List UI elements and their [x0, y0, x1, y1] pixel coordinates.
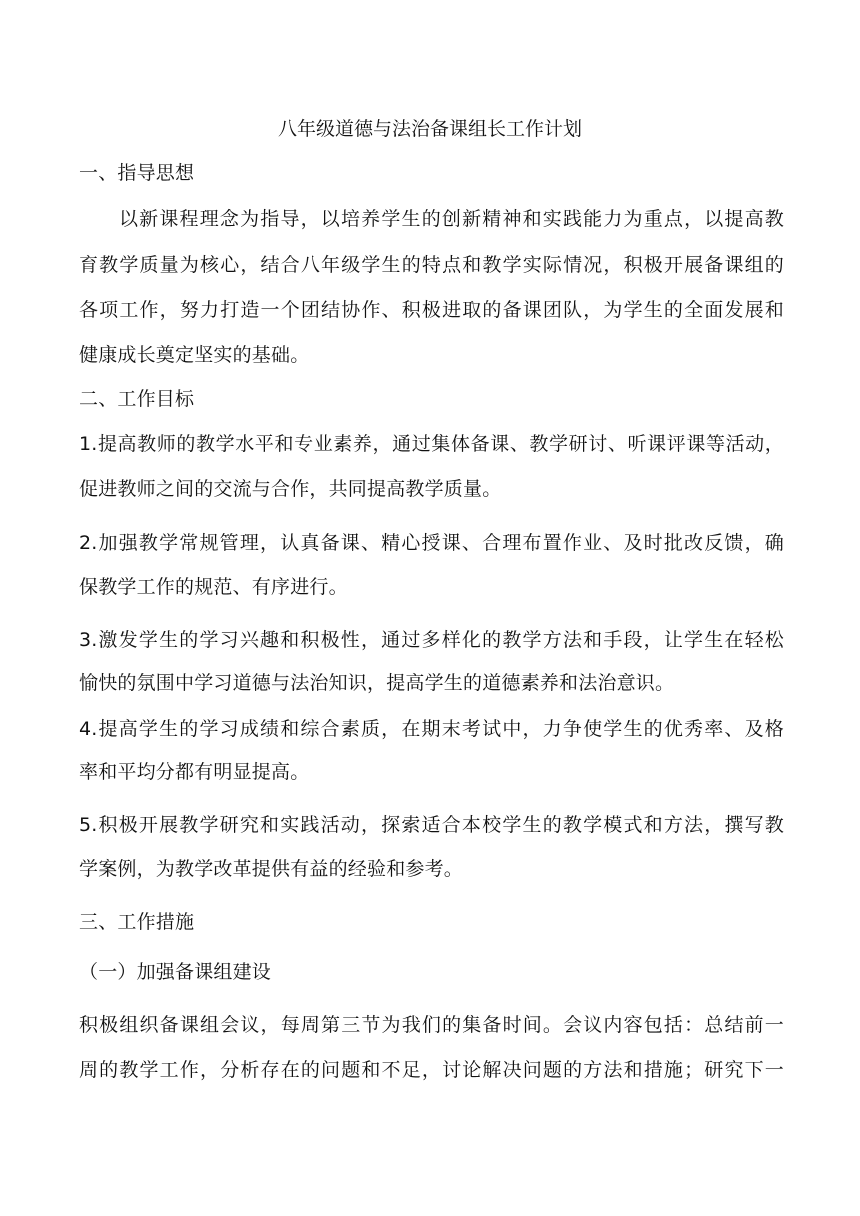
goal-line: 促进教师之间的交流与合作，共同提高教学质量。	[79, 478, 502, 500]
goal-line: 1.提高教师的教学水平和专业素养，通过集体备课、教学研讨、听课评课等活动，	[79, 433, 784, 455]
section-heading-guiding-ideology: 一、指导思想	[79, 162, 195, 184]
goal-line: 3.激发学生的学习兴趣和积极性，通过多样化的教学方法和手段，让学生在轻松	[79, 629, 784, 651]
document-title: 八年级道德与法治备课组长工作计划	[277, 118, 582, 140]
goal-line: 5.积极开展教学研究和实践活动，探索适合本校学生的教学模式和方法，撰写教	[79, 814, 784, 836]
goal-line: 率和平均分都有明显提高。	[79, 761, 310, 783]
section-heading-work-goals: 二、工作目标	[79, 388, 195, 410]
paragraph-line: 周的教学工作，分析存在的问题和不足，讨论解决问题的方法和措施；研究下一	[79, 1059, 784, 1081]
goal-line: 保教学工作的规范、有序进行。	[79, 576, 348, 598]
paragraph-line: 育教学质量为核心，结合八年级学生的特点和教学实际情况，积极开展备课组的	[79, 254, 784, 276]
section-heading-work-measures: 三、工作措施	[79, 911, 195, 933]
goal-line: 愉快的氛围中学习道德与法治知识，提高学生的道德素养和法治意识。	[79, 672, 675, 694]
paragraph-line: 以新课程理念为指导，以培养学生的创新精神和实践能力为重点，以提高教	[119, 208, 784, 230]
goal-line: 4.提高学生的学习成绩和综合素质，在期末考试中，力争使学生的优秀率、及格	[79, 718, 784, 740]
goal-line: 2.加强教学常规管理，认真备课、精心授课、合理布置作业、及时批改反馈，确	[79, 532, 784, 554]
paragraph-line: 健康成长奠定坚实的基础。	[79, 344, 310, 366]
paragraph-line: 积极组织备课组会议，每周第三节为我们的集备时间。会议内容包括：总结前一	[79, 1014, 784, 1036]
goal-line: 学案例，为教学改革提供有益的经验和参考。	[79, 858, 464, 880]
paragraph-line: 各项工作，努力打造一个团结协作、积极进取的备课团队，为学生的全面发展和	[79, 299, 784, 321]
subsection-heading: （一）加强备课组建设	[79, 961, 272, 983]
